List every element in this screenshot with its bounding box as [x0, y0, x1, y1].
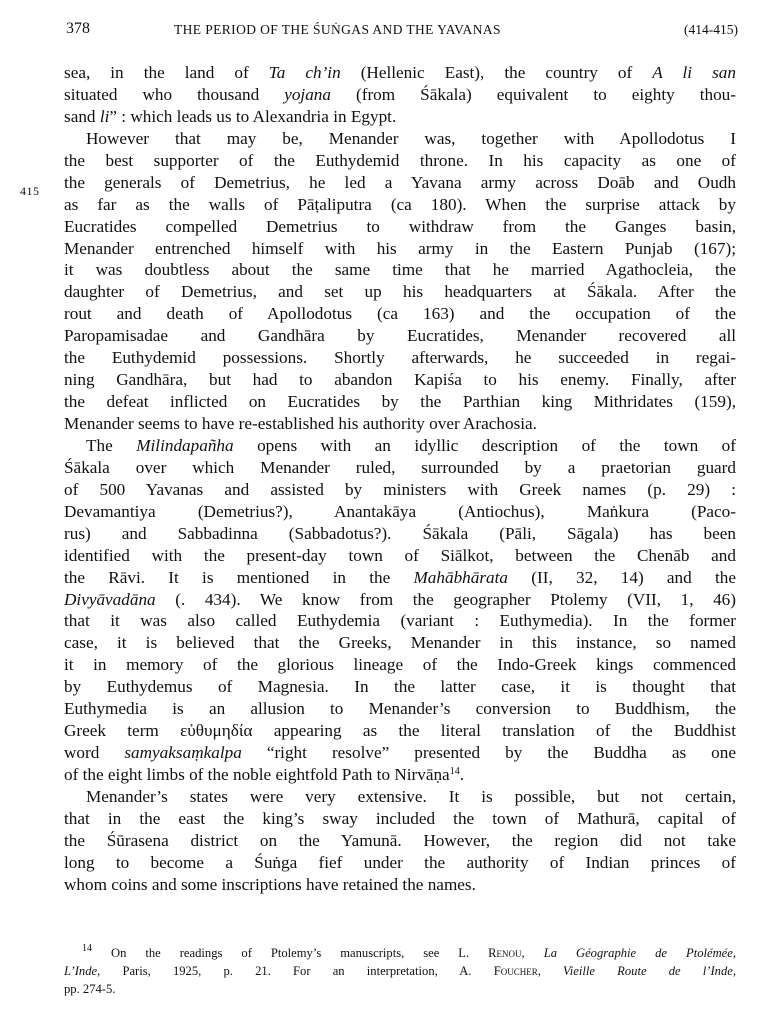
- text-line: long to become a Śuṅga fief under the authority of Indian princes of: [64, 852, 736, 872]
- text-line: Eucratides compelled Demetrius to withdraw from the Ganges basin,: [64, 216, 736, 236]
- text-line: the defeat inflicted on Eucratides by the Parthian king Mithridates (159),: [64, 392, 736, 412]
- text-line: rout and death of Apollodotus (ca 163) and the occupation of the: [64, 304, 736, 324]
- running-title: THE PERIOD OF THE ŚUṄGAS AND THE YAVANAS: [174, 22, 501, 37]
- text-line: the Rāvi. It is mentioned in the Mahābhārata (II, 32, 14) and the: [64, 567, 736, 587]
- text-line: word samyaksaṃkalpa “right resolve” presented by the Buddha as one: [64, 743, 736, 763]
- text-line: identified with the present-day town of Siālkot, between the Chenāb and: [64, 545, 736, 565]
- text-line: Greek term εὐθυμηδία appearing as the literal translation of the Buddhist: [64, 721, 736, 741]
- footnote-line: L’Inde, Paris, 1925, p. 21. For an interpretation, A. Foucher, Vieille Route de l’Inde,: [64, 964, 737, 978]
- text-line: Paropamisadae and Gandhāra by Eucratides, Menander recovered all: [64, 326, 736, 346]
- text-line: ning Gandhāra, but had to abandon Kapiśa to his enemy. Finally, after: [64, 370, 736, 390]
- text-line: as far as the walls of Pāṭaliputra (ca 180). When the surprise attack by: [64, 194, 736, 214]
- text-line: Menander’s states were very extensive. It is possible, but not certain,: [86, 786, 736, 806]
- text-line: it was doubtless about the same time that he married Agathocleia, the: [64, 260, 736, 280]
- text-line: situated who thousand yojana (from Śākala) equivalent to eighty thou-: [64, 84, 736, 104]
- text-line: of 500 Yavanas and assisted by ministers with Greek names (p. 29) :: [64, 479, 736, 499]
- page-number: 378: [66, 20, 90, 37]
- footnote-line: pp. 274-5.: [64, 982, 116, 996]
- text-line: case, it is believed that the Greeks, Menander in this instance, so named: [64, 633, 736, 653]
- text-line: Euthymedia is an allusion to Menander’s conversion to Buddhism, the: [64, 699, 736, 719]
- text-line: The Milindapañha opens with an idyllic description of the town of: [86, 435, 736, 455]
- text-line: that it was also called Euthydemia (variant : Euthymedia). In the former: [64, 611, 736, 631]
- text-line: the best supporter of the Euthydemid throne. In his capacity as one of: [64, 150, 736, 170]
- text-line: it in memory of the glorious lineage of the Indo-Greek kings commenced: [64, 655, 736, 675]
- text-line: sand li” : which leads us to Alexandria in Egypt.: [64, 106, 397, 126]
- text-line: Menander seems to have re-established his authority over Arachosia.: [64, 414, 537, 433]
- text-line: daughter of Demetrius, and set up his headquarters at Śākala. After the: [64, 282, 736, 302]
- text-line: Śākala over which Menander ruled, surrounded by a praetorian guard: [64, 457, 736, 477]
- text-line: whom coins and some inscriptions have retained the names.: [64, 874, 476, 894]
- text-line: of the eight limbs of the noble eightfold Path to Nirvāṇa$^{14}$.: [64, 765, 464, 784]
- text-line: Devamantiya (Demetrius?), Anantakāya (Antiochus), Maṅkura (Paco-: [64, 501, 736, 521]
- page-header: [66, 20, 738, 44]
- footnote-line: $^{14}$ On the readings of Ptolemy’s manuscripts, see L. Renou, La Géographie de Ptolémée,: [82, 943, 736, 960]
- text-line: the Śūrasena district on the Yamunā. However, the region did not take: [64, 830, 736, 850]
- text-line: sea, in the land of Ta ch’in (Hellenic East), the country of A li san: [64, 63, 736, 82]
- page-range: (414-415): [684, 22, 738, 37]
- text-line: Menander entrenched himself with his army in the Eastern Punjab (167);: [64, 238, 736, 258]
- text-line: However that may be, Menander was, together with Apollodotus I: [86, 128, 736, 148]
- text-line: that in the east the king’s sway included the town of Mathurā, capital of: [64, 808, 736, 828]
- text-line: the generals of Demetrius, he led a Yavana army across Doāb and Oudh: [64, 172, 736, 192]
- margin-page-reference: 415: [20, 184, 40, 198]
- body-text: [64, 62, 736, 896]
- text-line: rus) and Sabbadinna (Sabbadotus?). Śākala (Pāli, Sāgala) has been: [64, 523, 736, 543]
- text-line: the Euthydemid possessions. Shortly afterwards, he succeeded in regai-: [64, 348, 736, 368]
- text-line: by Euthydemus of Magnesia. In the latter case, it is thought that: [64, 677, 736, 697]
- text-line: Divyāvadāna (. 434). We know from the geographer Ptolemy (VII, 1, 46): [64, 589, 736, 609]
- footnote: [64, 944, 736, 998]
